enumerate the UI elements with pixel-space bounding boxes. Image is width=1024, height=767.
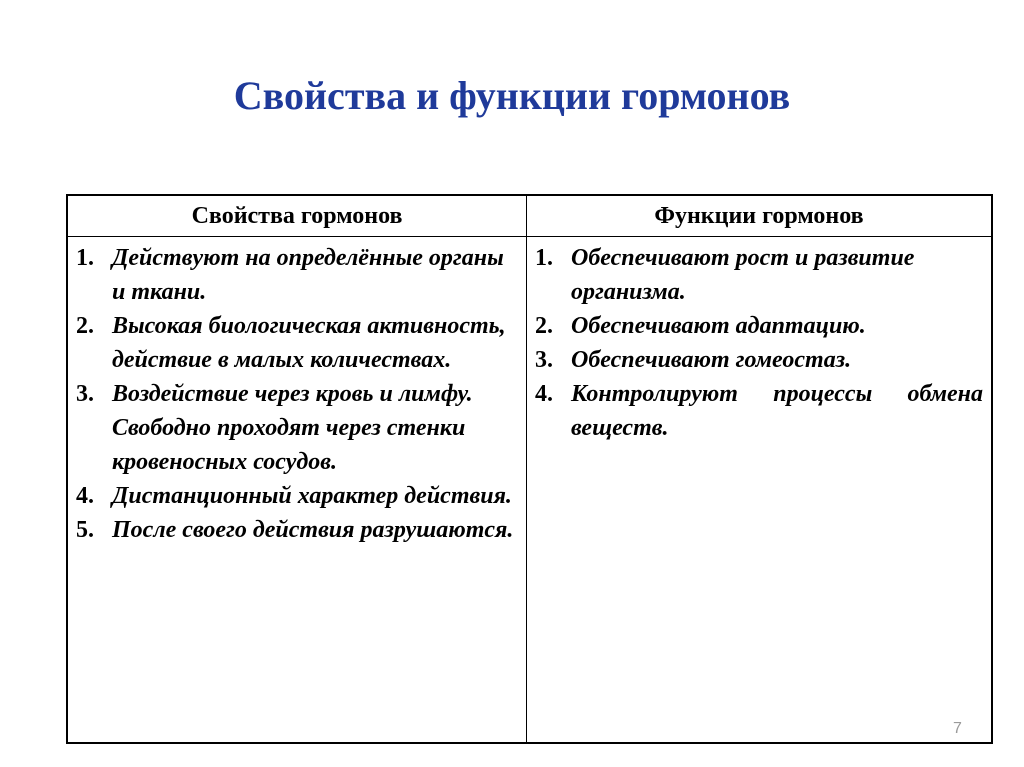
list-item — [535, 377, 983, 445]
properties-list — [76, 241, 518, 547]
list-item — [535, 309, 983, 343]
list-item — [76, 309, 518, 377]
item-text: Обеспечивают рост и развитие организма. — [571, 245, 915, 305]
properties-cell — [68, 237, 527, 743]
list-item — [535, 241, 983, 309]
hormones-table — [66, 194, 993, 744]
item-text: Обеспечивают адаптацию. — [571, 313, 866, 339]
item-number: 3. — [535, 347, 553, 373]
item-number: 1. — [76, 245, 94, 271]
list-item — [76, 479, 518, 513]
item-text: Воздействие через кровь и лимфу. Свободно проходят через стенки кровеносных сосудов. — [112, 381, 473, 475]
item-number: 4. — [76, 483, 94, 509]
item-text: После своего действия разрушаются. — [112, 517, 514, 543]
header-functions: Функции гормонов — [527, 196, 992, 237]
list-item — [76, 513, 518, 547]
list-item — [76, 241, 518, 309]
item-number: 4. — [535, 381, 553, 407]
item-text: Контролируют процессы обмена веществ. — [571, 381, 983, 441]
page-number: 7 — [953, 720, 962, 737]
list-item — [535, 343, 983, 377]
item-text: Дистанционный характер действия. — [112, 483, 512, 509]
item-number: 2. — [535, 313, 553, 339]
functions-cell — [527, 237, 992, 743]
page-title: Свойства и функции гормонов — [233, 73, 791, 118]
header-properties: Свойства гормонов — [68, 196, 527, 237]
item-text: Действуют на определённые органы и ткани. — [112, 245, 504, 305]
item-number: 2. — [76, 313, 94, 339]
item-number: 1. — [535, 245, 553, 271]
item-text: Высокая биологическая активность, действие в малых количествах. — [112, 313, 506, 373]
functions-list — [535, 241, 983, 445]
item-text: Обеспечивают гомеостаз. — [571, 347, 852, 373]
list-item — [76, 377, 518, 479]
item-number: 5. — [76, 517, 94, 543]
item-number: 3. — [76, 381, 94, 407]
